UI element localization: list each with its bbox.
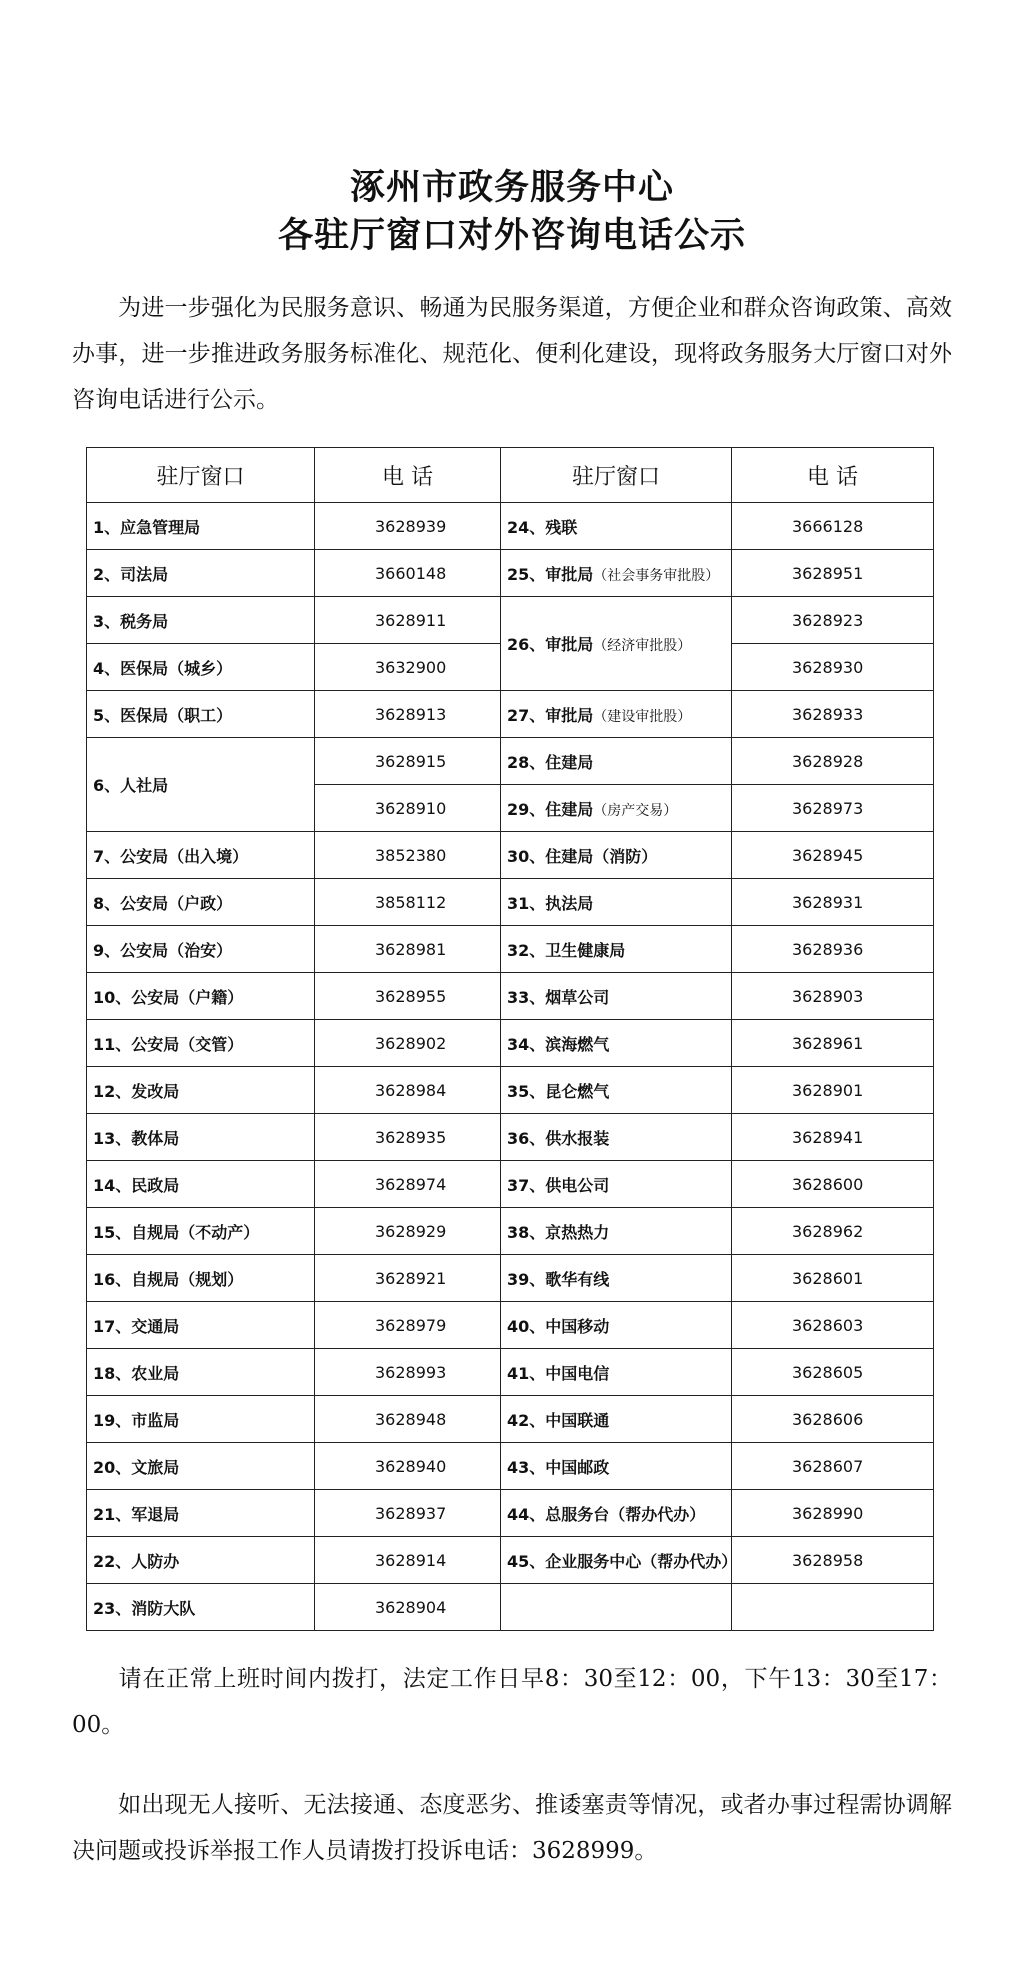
phone-number: 3628940 xyxy=(315,1443,501,1490)
window-name xyxy=(501,1114,732,1161)
phone-number: 3628904 xyxy=(315,1584,501,1631)
header-phone-right: 电 话 xyxy=(732,448,934,503)
window-name-note: （房产交易） xyxy=(593,802,678,819)
window-name xyxy=(87,550,315,597)
phone-number: 3628973 xyxy=(732,785,934,832)
window-name xyxy=(87,1255,315,1302)
header-phone-left: 电 话 xyxy=(315,448,501,503)
window-name-text: 16、自规局（规划） xyxy=(93,1269,244,1289)
window-name xyxy=(501,691,732,738)
window-name-text: 13、教体局 xyxy=(93,1128,180,1148)
window-name-text: 25、审批局 xyxy=(507,564,594,584)
window-name-text: 5、医保局（职工） xyxy=(93,705,233,725)
table-row xyxy=(87,1161,934,1208)
window-name xyxy=(501,597,732,691)
table-row xyxy=(87,1020,934,1067)
phone-number: 3628955 xyxy=(315,973,501,1020)
window-name-text: 11、公安局（交管） xyxy=(93,1034,244,1054)
window-name xyxy=(87,879,315,926)
table-row xyxy=(87,879,934,926)
window-name-text: 32、卫生健康局 xyxy=(507,940,626,960)
window-name-text: 19、市监局 xyxy=(93,1410,180,1430)
table-row xyxy=(87,1255,934,1302)
hours-paragraph xyxy=(72,1656,952,1748)
window-name-text: 12、发改局 xyxy=(93,1081,180,1101)
window-name-text: 34、滨海燃气 xyxy=(507,1034,610,1054)
window-name xyxy=(501,503,732,550)
empty-cell xyxy=(501,1584,732,1631)
window-name xyxy=(87,926,315,973)
window-name xyxy=(501,738,732,785)
window-name xyxy=(501,1255,732,1302)
window-name-note: （社会事务审批股） xyxy=(593,567,720,584)
table-row xyxy=(87,738,934,785)
window-name xyxy=(87,1302,315,1349)
window-name xyxy=(501,1067,732,1114)
table-header-row xyxy=(87,448,934,503)
table-row xyxy=(87,926,934,973)
table-row xyxy=(87,550,934,597)
window-name-text: 33、烟草公司 xyxy=(507,987,610,1007)
window-name xyxy=(501,1161,732,1208)
window-name-text: 40、中国移动 xyxy=(507,1316,610,1336)
window-name-text: 43、中国邮政 xyxy=(507,1457,610,1477)
phone-number: 3628910 xyxy=(315,785,501,832)
window-name-text: 18、农业局 xyxy=(93,1363,180,1383)
window-name xyxy=(87,738,315,832)
window-name-text: 14、民政局 xyxy=(93,1175,180,1195)
window-name-note: （经济审批股） xyxy=(593,638,692,654)
window-name xyxy=(501,1537,738,1584)
window-name xyxy=(87,973,315,1020)
window-name-text: 3、税务局 xyxy=(93,611,169,631)
window-name-text: 15、自规局（不动产） xyxy=(93,1222,260,1242)
document-title-line2: 各驻厅窗口对外咨询电话公示 xyxy=(277,215,746,256)
phone-number: 3628601 xyxy=(732,1255,934,1302)
window-name xyxy=(501,832,732,879)
intro-paragraph xyxy=(72,285,952,423)
complaint-text: 如出现无人接听、无法接通、态度恶劣、推诿塞责等情况，或者办事过程需协调解决问题或投诉举报工作人员请拨打投诉电话：3628999。 xyxy=(72,1792,952,1864)
phone-table xyxy=(86,447,934,1631)
window-name-text: 22、人防办 xyxy=(93,1551,180,1571)
table-row xyxy=(87,1208,934,1255)
window-name xyxy=(87,1490,315,1537)
window-name xyxy=(501,1020,732,1067)
window-name-text: 39、歌华有线 xyxy=(507,1269,610,1289)
phone-number: 3628931 xyxy=(732,879,934,926)
phone-number: 3628929 xyxy=(315,1208,501,1255)
window-name-text: 7、公安局（出入境） xyxy=(93,846,249,866)
window-name xyxy=(501,1302,732,1349)
window-name xyxy=(87,832,315,879)
phone-number: 3628993 xyxy=(315,1349,501,1396)
window-name-text: 24、残联 xyxy=(507,517,578,537)
hours-text: 请在正常上班时间内拨打，法定工作日早8：30至12：00，下午13：30至17：00。 xyxy=(72,1666,952,1738)
table-row xyxy=(87,1584,934,1631)
phone-number: 3858112 xyxy=(315,879,501,926)
phone-number: 3628936 xyxy=(732,926,934,973)
table-row xyxy=(87,1537,934,1584)
table-row xyxy=(87,1490,934,1537)
window-name xyxy=(87,1396,315,1443)
complaint-paragraph xyxy=(72,1782,952,1874)
window-name xyxy=(87,1584,315,1631)
phone-number: 3628990 xyxy=(732,1490,934,1537)
window-name-text: 35、昆仑燃气 xyxy=(507,1081,610,1101)
window-name xyxy=(501,879,732,926)
window-name xyxy=(87,503,315,550)
phone-number: 3628914 xyxy=(315,1537,501,1584)
phone-number: 3628923 xyxy=(732,597,934,644)
phone-number: 3628921 xyxy=(315,1255,501,1302)
window-name-text: 20、文旅局 xyxy=(93,1457,180,1477)
phone-number: 3632900 xyxy=(315,644,501,691)
phone-number: 3628974 xyxy=(315,1161,501,1208)
table-row xyxy=(87,597,934,644)
table-row xyxy=(87,691,934,738)
window-name xyxy=(87,691,315,738)
table-row xyxy=(87,503,934,550)
table-row xyxy=(87,1396,934,1443)
phone-number: 3628984 xyxy=(315,1067,501,1114)
window-name-text: 31、执法局 xyxy=(507,893,594,913)
phone-number: 3628903 xyxy=(732,973,934,1020)
phone-number: 3628979 xyxy=(315,1302,501,1349)
phone-number: 3628901 xyxy=(732,1067,934,1114)
phone-number: 3628913 xyxy=(315,691,501,738)
header-window-right: 驻厅窗口 xyxy=(501,448,732,503)
phone-number: 3666128 xyxy=(732,503,934,550)
phone-number: 3628939 xyxy=(315,503,501,550)
table-row xyxy=(87,1302,934,1349)
phone-number: 3628941 xyxy=(732,1114,934,1161)
window-name xyxy=(87,1161,315,1208)
window-name-text: 44、总服务台（帮办代办） xyxy=(507,1504,706,1524)
window-name-note: （建设审批股） xyxy=(593,708,692,725)
header-window-left: 驻厅窗口 xyxy=(87,448,315,503)
window-name xyxy=(87,1114,315,1161)
intro-text: 为进一步强化为民服务意识、畅通为民服务渠道，方便企业和群众咨询政策、高效办事，进一步推进政务服务标准化、规范化、便利化建设，现将政务服务大厅窗口对外咨询电话进行公示。 xyxy=(72,295,952,413)
window-name-text: 45、企业服务中心（帮办代办） xyxy=(507,1551,738,1571)
table-row xyxy=(87,1349,934,1396)
phone-number: 3628935 xyxy=(315,1114,501,1161)
phone-number: 3628911 xyxy=(315,597,501,644)
window-name xyxy=(501,550,732,597)
window-name-text: 26、审批局 xyxy=(507,635,594,654)
window-name xyxy=(87,1020,315,1067)
phone-number: 3628961 xyxy=(732,1020,934,1067)
phone-number: 3628605 xyxy=(732,1349,934,1396)
window-name-text: 23、消防大队 xyxy=(93,1598,196,1618)
window-name-text: 6、人社局 xyxy=(93,776,169,795)
window-name xyxy=(501,785,732,832)
phone-number: 3628962 xyxy=(732,1208,934,1255)
phone-number: 3628915 xyxy=(315,738,501,785)
window-name-text: 30、住建局（消防） xyxy=(507,846,658,866)
phone-number: 3628933 xyxy=(732,691,934,738)
table-row xyxy=(87,973,934,1020)
table-row xyxy=(87,1114,934,1161)
phone-number: 3852380 xyxy=(315,832,501,879)
window-name-text: 36、供水报装 xyxy=(507,1128,610,1148)
phone-number: 3628937 xyxy=(315,1490,501,1537)
window-name-text: 1、应急管理局 xyxy=(93,517,201,537)
phone-number: 3628930 xyxy=(732,644,934,691)
window-name-text: 17、交通局 xyxy=(93,1316,180,1336)
window-name xyxy=(87,1537,315,1584)
phone-number: 3628948 xyxy=(315,1396,501,1443)
phone-number: 3628928 xyxy=(732,738,934,785)
table-row xyxy=(87,832,934,879)
window-name-text: 21、军退局 xyxy=(93,1504,180,1524)
phone-number: 3628600 xyxy=(732,1161,934,1208)
window-name-text: 2、司法局 xyxy=(93,564,169,584)
window-name xyxy=(87,597,315,644)
window-name xyxy=(501,926,732,973)
window-name-text: 41、中国电信 xyxy=(507,1363,610,1383)
window-name-text: 9、公安局（治安） xyxy=(93,940,233,960)
phone-number: 3628951 xyxy=(732,550,934,597)
window-name-text: 4、医保局（城乡） xyxy=(93,658,233,678)
window-name xyxy=(87,644,315,691)
window-name xyxy=(501,1396,732,1443)
window-name xyxy=(501,1443,732,1490)
window-name-text: 29、住建局 xyxy=(507,799,594,819)
phone-number: 3628607 xyxy=(732,1443,934,1490)
window-name xyxy=(501,1349,732,1396)
window-name-text: 10、公安局（户籍） xyxy=(93,987,244,1007)
phone-number: 3628958 xyxy=(732,1537,934,1584)
window-name xyxy=(87,1067,315,1114)
window-name-text: 37、供电公司 xyxy=(507,1175,610,1195)
phone-number: 3628606 xyxy=(732,1396,934,1443)
window-name xyxy=(87,1349,315,1396)
window-name xyxy=(87,1208,315,1255)
window-name-text: 27、审批局 xyxy=(507,705,594,725)
phone-number: 3628603 xyxy=(732,1302,934,1349)
phone-number: 3628902 xyxy=(315,1020,501,1067)
window-name xyxy=(501,1490,732,1537)
window-name-text: 28、住建局 xyxy=(507,752,594,772)
window-name-text: 38、京热热力 xyxy=(507,1222,610,1242)
document-title-line1: 涿州市政务服务中心 xyxy=(349,167,674,208)
window-name-text: 8、公安局（户政） xyxy=(93,893,233,913)
window-name xyxy=(87,1443,315,1490)
phone-number: 3628945 xyxy=(732,832,934,879)
phone-number: 3660148 xyxy=(315,550,501,597)
table-row xyxy=(87,1067,934,1114)
window-name-text: 42、中国联通 xyxy=(507,1410,610,1430)
window-name xyxy=(501,973,732,1020)
table-row xyxy=(87,1443,934,1490)
empty-cell xyxy=(732,1584,934,1631)
window-name xyxy=(501,1208,732,1255)
phone-number: 3628981 xyxy=(315,926,501,973)
